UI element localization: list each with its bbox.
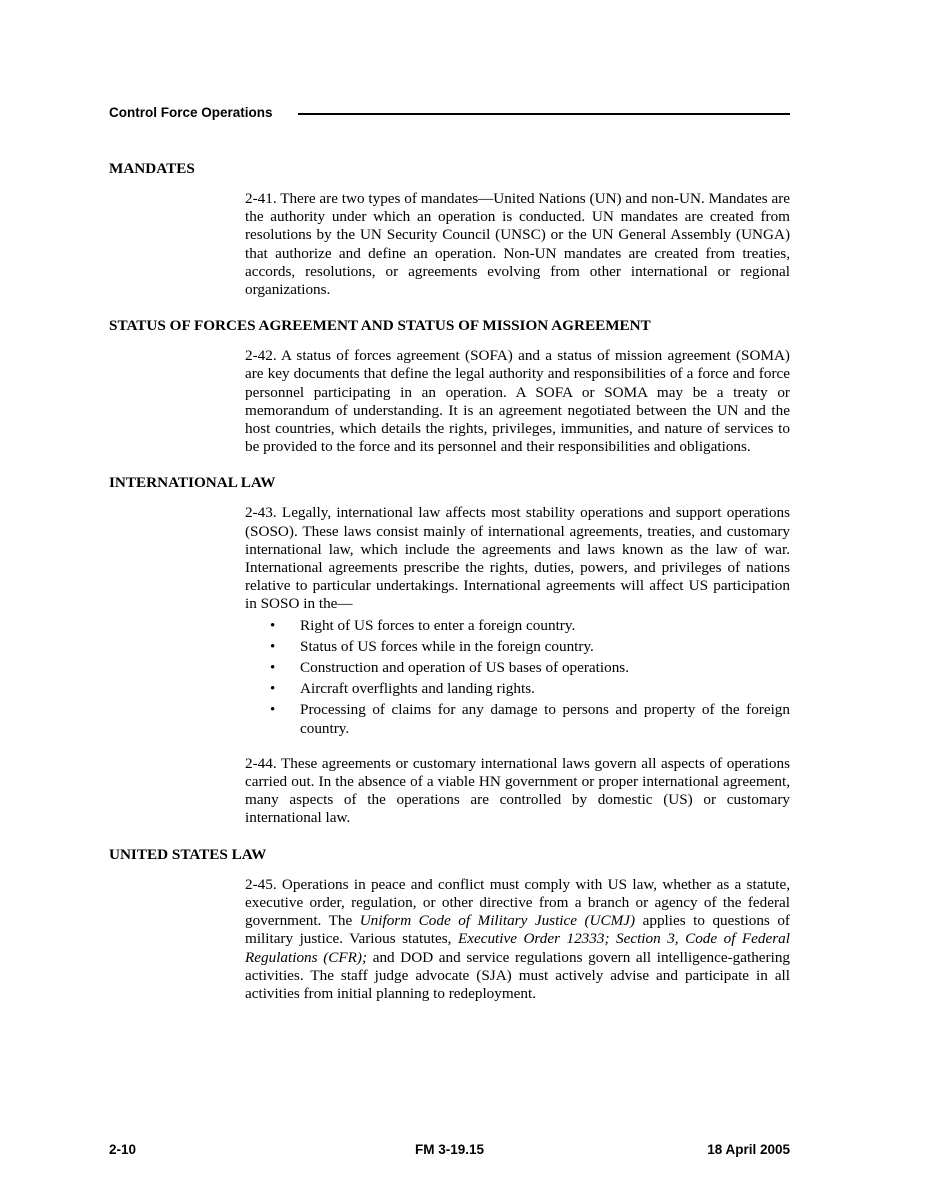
list-item: • Status of US forces while in the foreign country.: [270, 637, 594, 655]
paragraph-2-42: 2-42. A status of forces agreement (SOFA) and a status of mission agreement (SOMA) are key documents that define the legal authority and responsibilities of a force and force personnel participating in an operation. A SOFA or SOMA may be a treaty or memorandum of understanding. It is an agreement negotiated between the UN and the host countries, which details the rights, privileges, immunities, and nature of services to be provided to the force and its personnel and their responsibilities and obligations.: [245, 347, 790, 456]
running-header: [109, 105, 790, 123]
section-mandates: [109, 160, 790, 299]
bullet-icon: •: [270, 681, 276, 698]
section-sofa-soma: [109, 317, 790, 456]
eo-cfr-title: Executive Order 12333; Section 3, Code of Federal Regulations (CFR);: [245, 930, 790, 966]
bullet-icon: •: [270, 702, 276, 719]
bullet-icon: •: [270, 638, 276, 655]
paragraph-2-45: 2-45. Operations in peace and conflict must comply with US law, whether as a statute, executive order, regulation, or other directive from a branch or agency of the federal government. The Uniform Code of Military Justice (UCMJ) applies to questions of military justice. Various statutes, Executive Order 12333; Section 3, Code of Federal Regulations (CFR); and DOD and service regulations govern all intelligence-gathering activities. The staff judge advocate (SJA) must actively advise and participate in all activities from initial planning to redeployment.: [245, 875, 791, 1002]
page-footer: [109, 1142, 790, 1160]
chapter-title: Control Force Operations: [109, 105, 273, 120]
section-international-law: [109, 474, 790, 827]
list-item: • Right of US forces to enter a foreign country.: [270, 616, 576, 634]
list-item: • Aircraft overflights and landing rights.: [270, 680, 535, 698]
paragraph-2-41: 2-41. There are two types of mandates—United Nations (UN) and non-UN. Mandates are the authority under which an operation is conducted. UN mandates are created from resolutions by the UN Security Council (UNSC) or the UN General Assembly (UNGA) that authorize and define an operation. Non-UN mandates are created from treaties, accords, resolutions, or agreements evolving from other international or regional organizations.: [245, 190, 790, 299]
bullet-icon: •: [270, 617, 276, 634]
page-number: 2-10: [109, 1142, 137, 1157]
manual-number: FM 3-19.15: [414, 1142, 485, 1157]
section-heading: INTERNATIONAL LAW: [109, 474, 276, 492]
list-item: • Construction and operation of US bases of operations.: [270, 659, 630, 677]
paragraph-2-44: 2-44. These agreements or customary international laws govern all aspects of operations carried out. In the absence of a viable HN government or proper international agreement, many aspects of the operations are controlled by domestic (US) or customary international law.: [245, 754, 790, 827]
bullet-icon: •: [270, 660, 276, 677]
publication-date: 18 April 2005: [707, 1142, 790, 1157]
bullet-list: [245, 617, 790, 738]
header-rule: [298, 113, 790, 115]
page-body: [109, 160, 790, 1021]
paragraph-2-43: 2-43. Legally, international law affects most stability operations and support operations (SOSO). These laws consist mainly of international agreements, treaties, and customary international law, which include the agreements and laws known as the law of war. International agreements prescribe the rights, duties, powers, and privileges of nations relative to particular undertakings. International agreements will affect US participation in SOSO in the—: [245, 504, 790, 613]
section-heading: MANDATES: [109, 160, 195, 177]
list-item: • Processing of claims for any damage to persons and property of the foreign country.: [270, 701, 790, 737]
section-us-law: [109, 846, 790, 1003]
section-heading: UNITED STATES LAW: [109, 845, 267, 863]
section-heading: STATUS OF FORCES AGREEMENT AND STATUS OF MISSION AGREEMENT: [109, 317, 651, 335]
ucmj-title: Uniform Code of Military Justice (UCMJ): [359, 912, 636, 930]
